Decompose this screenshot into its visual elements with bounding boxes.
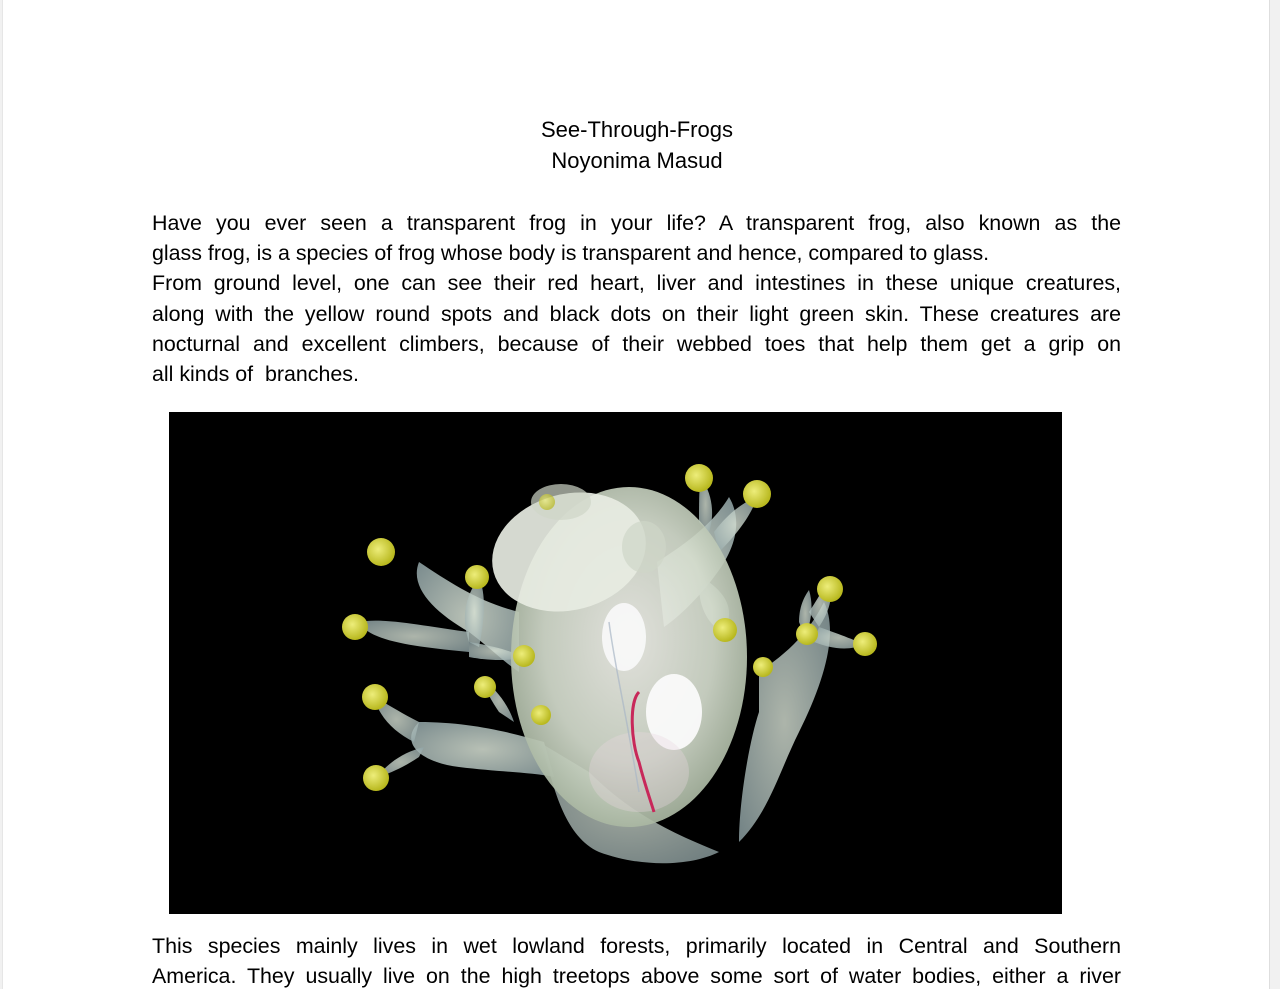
paragraph-habitat xyxy=(152,931,1121,989)
title-block xyxy=(3,114,1270,176)
paragraph-line: along with the yellow round spots and black dots on their light green skin. These creatures are xyxy=(152,301,1121,326)
paragraph-line: From ground level, one can see their red heart, liver and intestines in these unique creatures, xyxy=(152,271,1121,296)
document-page xyxy=(2,0,1270,989)
document-title: See-Through-Frogs xyxy=(541,117,733,142)
paragraph-line: glass frog, is a species of frog whose body is transparent and hence, compared to glass. xyxy=(152,241,990,266)
document-author: Noyonima Masud xyxy=(551,148,723,173)
paragraph-line: This species mainly lives in wet lowland forests, primarily located in Central and Southern xyxy=(152,934,1121,958)
paragraph-line: Have you ever seen a transparent frog in your life? A transparent frog, also known as the xyxy=(152,211,1121,235)
paragraph-line: America. They usually live on the high treetops above some sort of water bodies, either a river xyxy=(152,964,1121,989)
glass-frog-illustration xyxy=(169,412,1062,914)
glass-frog-photo xyxy=(169,412,1062,914)
paragraph-line: nocturnal and excellent climbers, because of their webbed toes that help them get a grip on xyxy=(152,331,1121,356)
paragraph-intro xyxy=(152,208,1121,389)
paragraph-line: all kinds of branches. xyxy=(152,362,359,387)
